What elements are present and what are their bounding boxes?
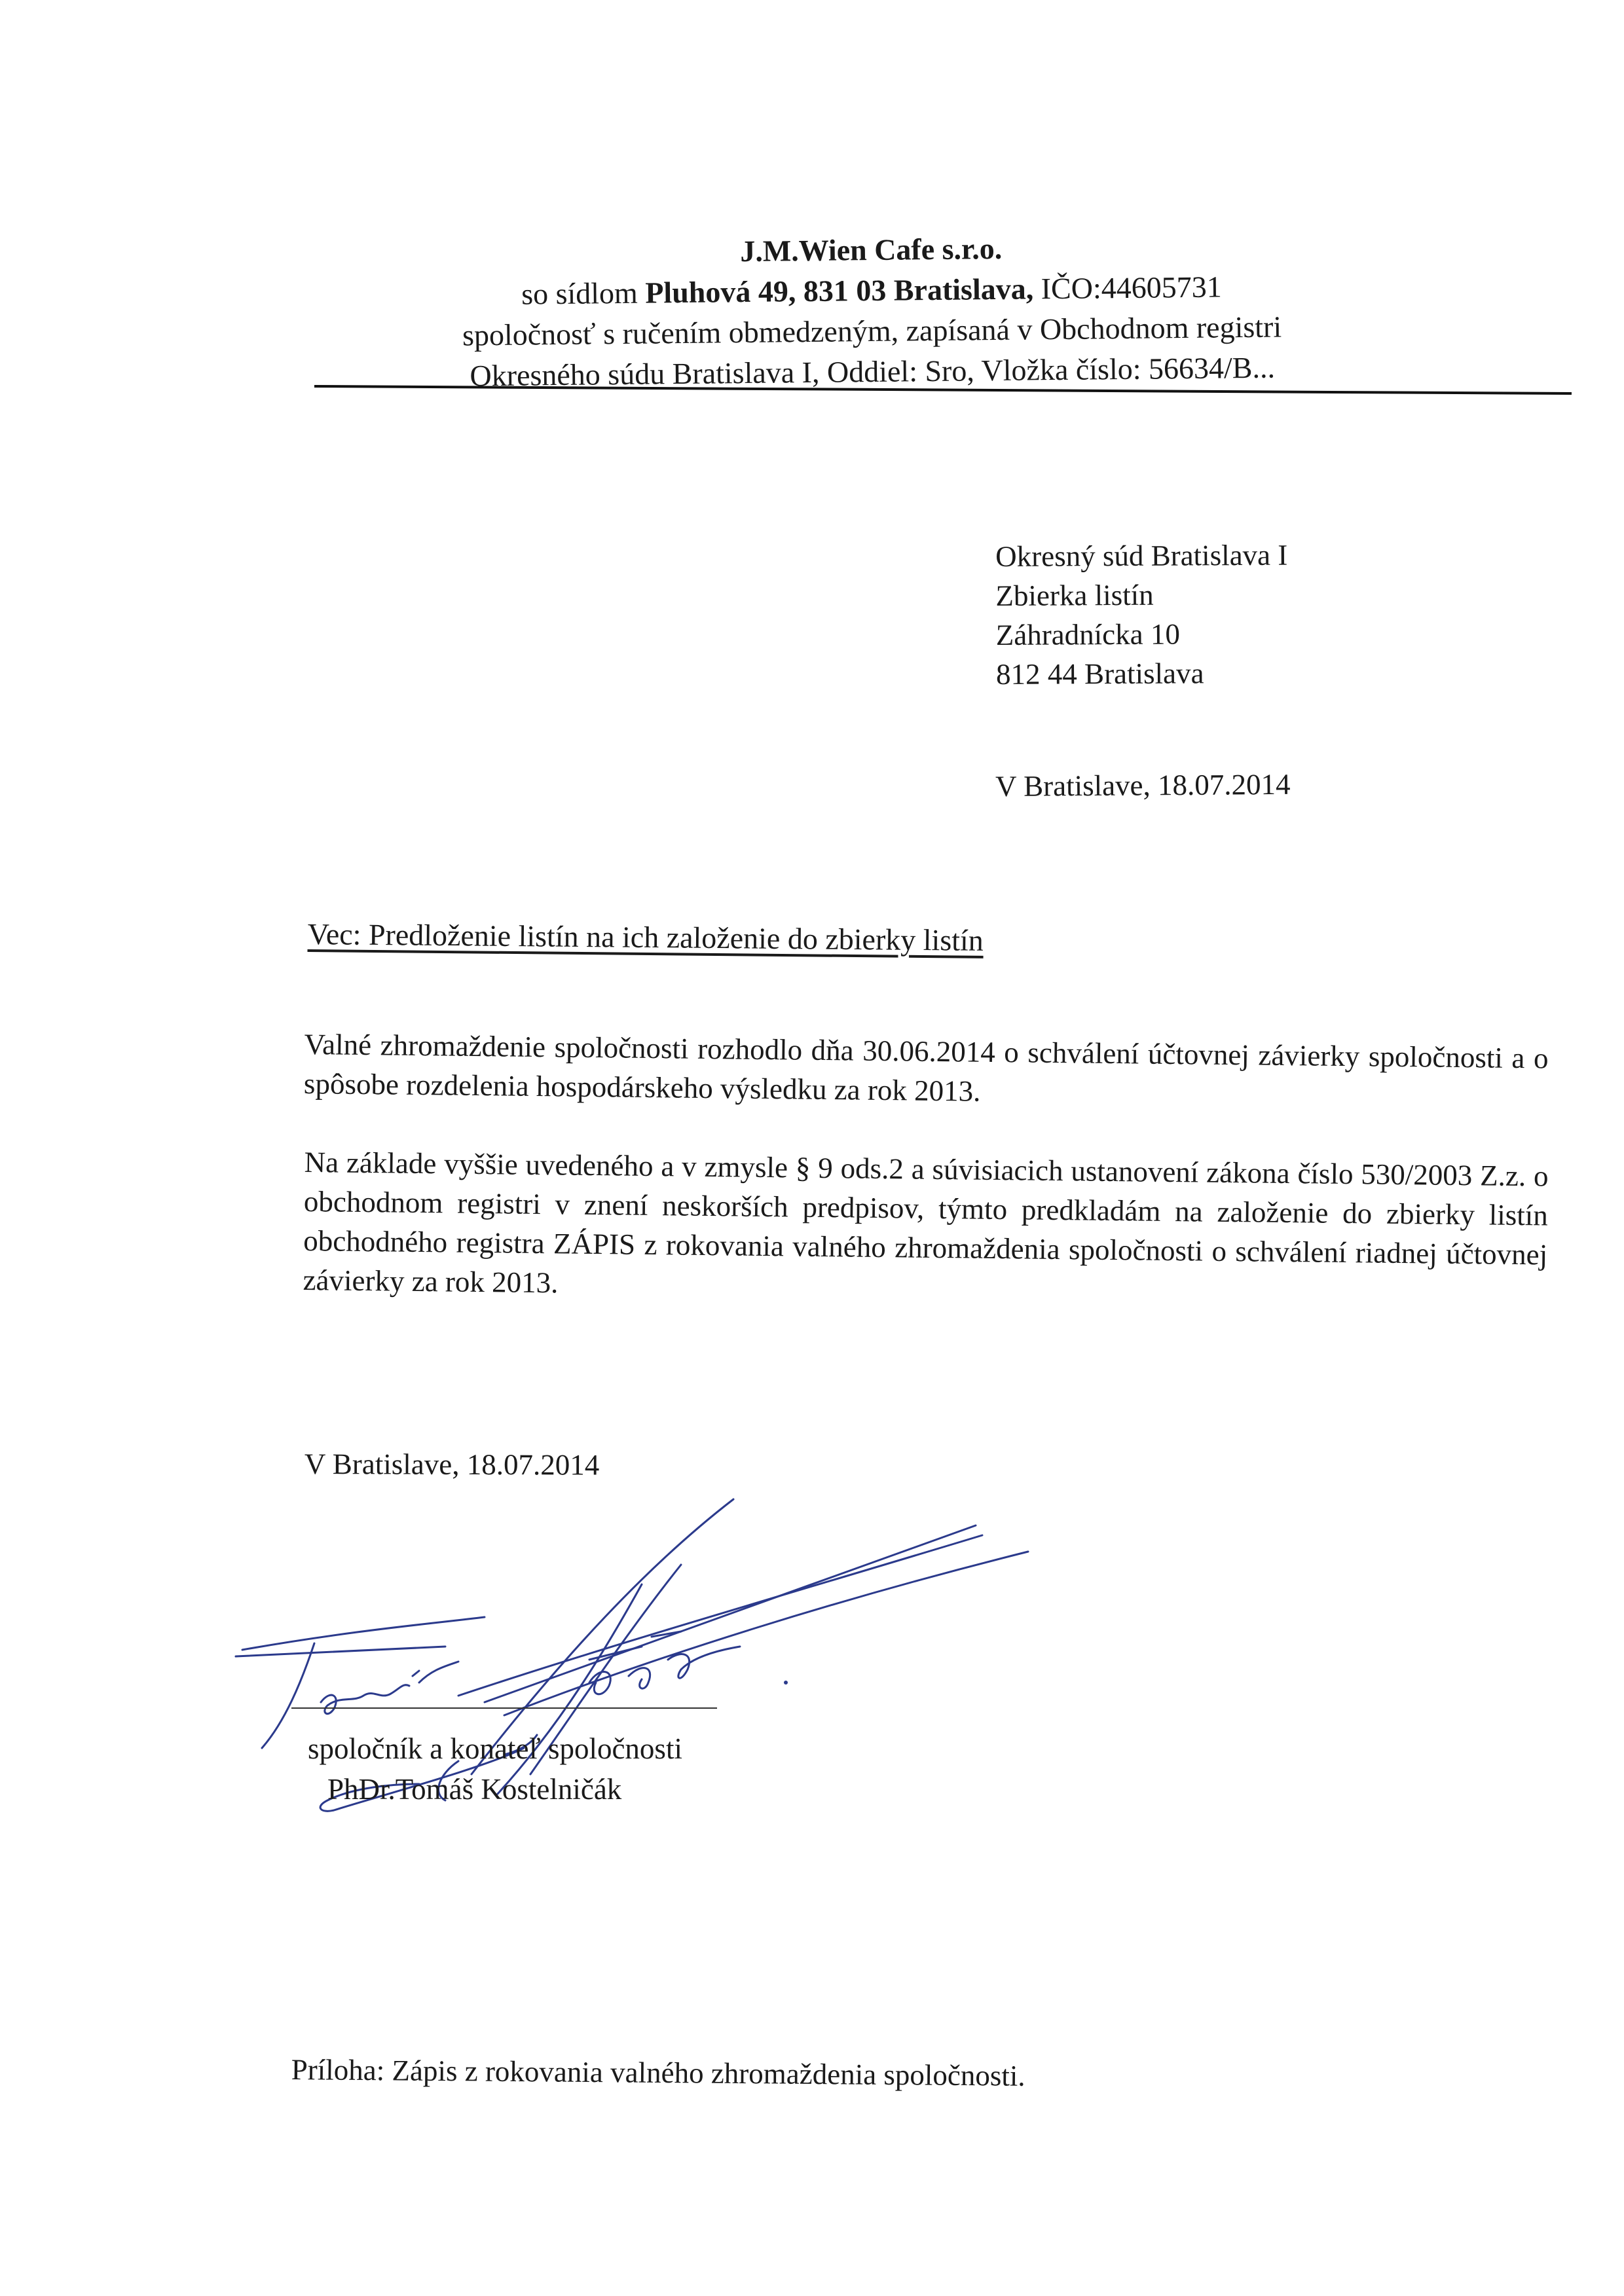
attachment-note: Príloha: Zápis z rokovania valného zhromaždenia spoločnosti.	[291, 2053, 1025, 2092]
signer-block	[308, 1728, 682, 1810]
registration-line-2: Okresného súdu Bratislava I, Oddiel: Sro, Vložka číslo: 56634/B...	[470, 350, 1276, 393]
company-name: J.M.Wien Cafe s.r.o.	[740, 231, 1003, 268]
body-paragraph-1: Valné zhromaždenie spoločnosti rozhodlo dňa 30.06.2014 o schválení účtovnej závierky spoločnosti a o spôsobe rozdelenia hospodárskeho výsledku za rok 2013.	[303, 1027, 1549, 1108]
registration-line-1: spoločnosť s ručením obmedzeným, zapísaná v Obchodnom registri	[462, 310, 1282, 352]
recipient-address	[995, 536, 1288, 694]
company-ico: IČO:44605731	[1033, 270, 1222, 306]
body-paragraph-2: Na základe vyššie uvedeného a v zmysle § 9 ods.2 a súvisiacich ustanovení zákona číslo 530/2003 Z.z. o obchodnom registri v znení neskorších predpisov, týmto predkladám na založenie do zbierky listín obchodného registra ZÁPIS z rokovania valného zhromaždenia spoločnosti o schválení riadnej účtovnej závierky za rok 2013.	[303, 1145, 1549, 1300]
recipient-line-2: Zbierka listín	[995, 578, 1154, 612]
signer-role: spoločník a konateľ spoločnosti	[308, 1732, 682, 1765]
signer-name: PhDr.Tomáš Kostelničák	[327, 1773, 622, 1806]
signature-line	[291, 1707, 717, 1709]
seat-prefix: so sídlom	[521, 276, 646, 311]
seat-address: Pluhová 49, 831 03 Bratislava,	[645, 272, 1034, 310]
recipient-line-1: Okresný súd Bratislava I	[995, 538, 1288, 573]
letter-subject: Vec: Predloženie listín na ich založenie do zbierky listín	[307, 917, 984, 957]
recipient-line-3: Záhradnícka 10	[995, 617, 1181, 651]
letterhead	[308, 224, 1436, 398]
signature-date: V Bratislave, 18.07.2014	[304, 1448, 600, 1482]
letter-date: V Bratislave, 18.07.2014	[995, 767, 1291, 803]
recipient-line-4: 812 44 Bratislava	[995, 657, 1204, 691]
